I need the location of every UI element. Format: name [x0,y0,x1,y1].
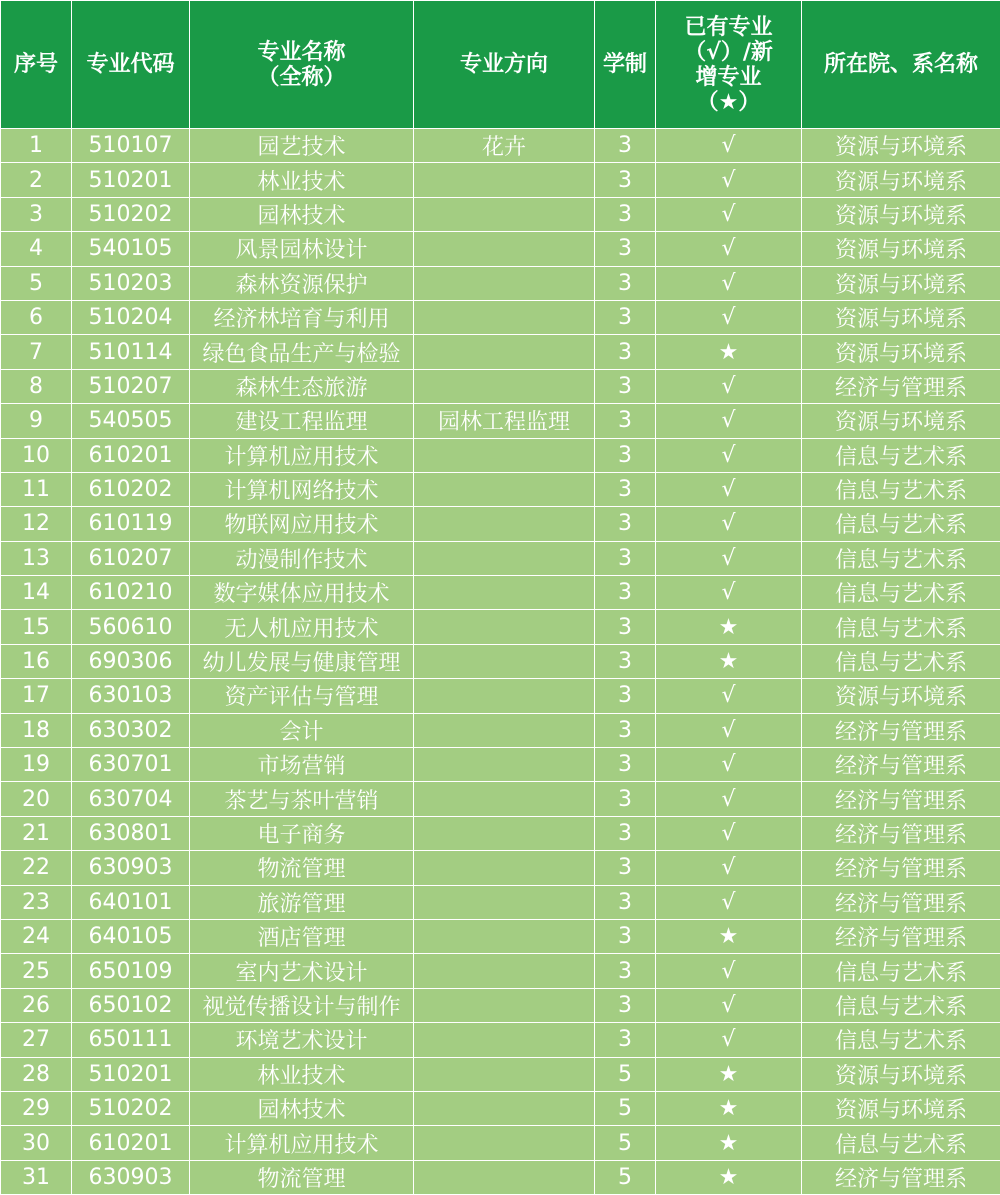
cell-code: 560610 [72,610,190,644]
cell-duration: 3 [595,232,656,266]
cell-code: 610207 [72,541,190,575]
cell-name: 建设工程监理 [190,404,414,438]
cell-code: 510201 [72,163,190,197]
cell-status: √ [656,266,802,300]
cell-department: 资源与环境系 [802,679,1000,713]
header-label: 所在院、系名称 [824,52,978,77]
table-row [1,954,1000,988]
header-label: 专业代码 [86,52,174,77]
table-row [1,782,1000,816]
cell-code: 630801 [72,816,190,850]
cell-code: 630103 [72,679,190,713]
table-row [1,507,1000,541]
cell-index: 8 [1,369,72,403]
cell-status: √ [656,576,802,610]
cell-code: 630704 [72,782,190,816]
cell-duration: 3 [595,369,656,403]
cell-direction [414,919,595,953]
table-row [1,1057,1000,1091]
cell-code: 640105 [72,919,190,953]
cell-direction [414,300,595,334]
cell-status: ★ [656,644,802,678]
table-row [1,369,1000,403]
cell-name: 园艺技术 [190,129,414,163]
header-label: 已有专业 （√）/新 增专业 （★） [684,15,773,115]
cell-duration: 3 [595,541,656,575]
table-row [1,748,1000,782]
table-row [1,1126,1000,1160]
cell-direction [414,713,595,747]
cell-index: 20 [1,782,72,816]
cell-index: 21 [1,816,72,850]
cell-code: 690306 [72,644,190,678]
cell-status: √ [656,679,802,713]
cell-status: √ [656,129,802,163]
cell-department: 资源与环境系 [802,404,1000,438]
cell-name: 物流管理 [190,1160,414,1194]
cell-direction [414,1091,595,1125]
cell-name: 幼儿发展与健康管理 [190,644,414,678]
cell-status: ★ [656,1091,802,1125]
cell-department: 信息与艺术系 [802,438,1000,472]
header-cell-direction [414,1,595,129]
cell-name: 数字媒体应用技术 [190,576,414,610]
cell-status: √ [656,1023,802,1057]
cell-status: √ [656,816,802,850]
cell-code: 610210 [72,576,190,610]
header-cell-duration [595,1,656,129]
cell-department: 资源与环境系 [802,300,1000,334]
table-row [1,713,1000,747]
cell-index: 26 [1,988,72,1022]
table-row [1,1091,1000,1125]
cell-department: 信息与艺术系 [802,988,1000,1022]
cell-duration: 3 [595,438,656,472]
cell-status: ★ [656,1160,802,1194]
cell-code: 510207 [72,369,190,403]
cell-direction [414,541,595,575]
cell-name: 旅游管理 [190,885,414,919]
cell-code: 510204 [72,300,190,334]
cell-code: 630903 [72,851,190,885]
cell-status: √ [656,541,802,575]
header-cell-code [72,1,190,129]
cell-direction [414,1057,595,1091]
table-row [1,129,1000,163]
cell-name: 无人机应用技术 [190,610,414,644]
cell-direction [414,988,595,1022]
cell-duration: 3 [595,129,656,163]
cell-duration: 3 [595,816,656,850]
cell-duration: 3 [595,266,656,300]
cell-duration: 3 [595,610,656,644]
cell-index: 18 [1,713,72,747]
table-row [1,472,1000,506]
cell-name: 市场营销 [190,748,414,782]
cell-duration: 3 [595,748,656,782]
cell-code: 610119 [72,507,190,541]
cell-direction [414,1160,595,1194]
cell-index: 16 [1,644,72,678]
cell-name: 视觉传播设计与制作 [190,988,414,1022]
cell-code: 510203 [72,266,190,300]
cell-department: 信息与艺术系 [802,1126,1000,1160]
cell-duration: 5 [595,1057,656,1091]
cell-duration: 3 [595,954,656,988]
cell-duration: 3 [595,197,656,231]
cell-status: √ [656,851,802,885]
cell-status: √ [656,507,802,541]
cell-direction [414,679,595,713]
cell-index: 5 [1,266,72,300]
cell-name: 林业技术 [190,163,414,197]
cell-direction: 园林工程监理 [414,404,595,438]
cell-status: √ [656,472,802,506]
cell-status: √ [656,438,802,472]
cell-name: 林业技术 [190,1057,414,1091]
cell-index: 14 [1,576,72,610]
cell-index: 28 [1,1057,72,1091]
cell-direction [414,1126,595,1160]
cell-direction [414,644,595,678]
cell-department: 信息与艺术系 [802,644,1000,678]
cell-code: 630701 [72,748,190,782]
cell-index: 13 [1,541,72,575]
table-row [1,335,1000,369]
table-row [1,1023,1000,1057]
cell-index: 19 [1,748,72,782]
cell-status: √ [656,404,802,438]
cell-department: 信息与艺术系 [802,954,1000,988]
cell-name: 园林技术 [190,1091,414,1125]
header-row [1,1,1000,129]
cell-code: 630903 [72,1160,190,1194]
cell-index: 17 [1,679,72,713]
cell-duration: 3 [595,919,656,953]
cell-direction: 花卉 [414,129,595,163]
cell-department: 经济与管理系 [802,782,1000,816]
cell-status: √ [656,163,802,197]
cell-direction [414,885,595,919]
cell-direction [414,1023,595,1057]
cell-code: 610201 [72,1126,190,1160]
cell-name: 酒店管理 [190,919,414,953]
cell-code: 510201 [72,1057,190,1091]
table-row [1,438,1000,472]
table-row [1,576,1000,610]
cell-duration: 3 [595,644,656,678]
cell-name: 物联网应用技术 [190,507,414,541]
table-row [1,266,1000,300]
cell-direction [414,782,595,816]
cell-code: 510202 [72,197,190,231]
table-row [1,541,1000,575]
header-cell-status [656,1,802,129]
cell-index: 7 [1,335,72,369]
table-row [1,988,1000,1022]
cell-department: 经济与管理系 [802,1160,1000,1194]
cell-direction [414,851,595,885]
cell-department: 经济与管理系 [802,885,1000,919]
cell-direction [414,954,595,988]
cell-name: 会计 [190,713,414,747]
cell-name: 室内艺术设计 [190,954,414,988]
cell-duration: 3 [595,782,656,816]
cell-index: 2 [1,163,72,197]
cell-code: 510114 [72,335,190,369]
cell-department: 经济与管理系 [802,816,1000,850]
cell-department: 经济与管理系 [802,713,1000,747]
cell-index: 31 [1,1160,72,1194]
cell-duration: 5 [595,1126,656,1160]
cell-department: 资源与环境系 [802,197,1000,231]
cell-direction [414,369,595,403]
cell-name: 电子商务 [190,816,414,850]
cell-duration: 3 [595,679,656,713]
header-label: 专业方向 [460,52,548,77]
cell-duration: 3 [595,163,656,197]
cell-index: 24 [1,919,72,953]
cell-name: 绿色食品生产与检验 [190,335,414,369]
cell-direction [414,748,595,782]
table-row [1,919,1000,953]
cell-code: 510202 [72,1091,190,1125]
table-row [1,644,1000,678]
cell-direction [414,266,595,300]
header-label: 专业名称 （全称） [257,40,345,90]
table-row [1,610,1000,644]
header-label: 序号 [14,52,58,77]
table-row [1,679,1000,713]
cell-department: 经济与管理系 [802,748,1000,782]
cell-direction [414,816,595,850]
cell-department: 经济与管理系 [802,919,1000,953]
table-row [1,1160,1000,1194]
cell-direction [414,163,595,197]
table-row [1,816,1000,850]
cell-department: 资源与环境系 [802,335,1000,369]
cell-department: 资源与环境系 [802,163,1000,197]
cell-department: 信息与艺术系 [802,1023,1000,1057]
table-row [1,163,1000,197]
cell-department: 资源与环境系 [802,1091,1000,1125]
cell-status: √ [656,197,802,231]
cell-name: 动漫制作技术 [190,541,414,575]
cell-duration: 3 [595,988,656,1022]
cell-name: 计算机网络技术 [190,472,414,506]
cell-duration: 5 [595,1160,656,1194]
cell-status: ★ [656,1057,802,1091]
cell-status: ★ [656,335,802,369]
cell-code: 650109 [72,954,190,988]
cell-duration: 3 [595,507,656,541]
table-row [1,404,1000,438]
cell-duration: 3 [595,404,656,438]
cell-index: 10 [1,438,72,472]
cell-index: 30 [1,1126,72,1160]
cell-status: ★ [656,610,802,644]
cell-status: √ [656,369,802,403]
cell-index: 9 [1,404,72,438]
cell-name: 园林技术 [190,197,414,231]
cell-index: 4 [1,232,72,266]
cell-name: 森林生态旅游 [190,369,414,403]
table-header [1,1,1000,129]
cell-index: 15 [1,610,72,644]
cell-code: 540105 [72,232,190,266]
cell-code: 650102 [72,988,190,1022]
cell-code: 610201 [72,438,190,472]
cell-code: 640101 [72,885,190,919]
cell-index: 12 [1,507,72,541]
table-row [1,232,1000,266]
cell-index: 1 [1,129,72,163]
cell-status: ★ [656,919,802,953]
cell-status: √ [656,988,802,1022]
cell-code: 610202 [72,472,190,506]
cell-duration: 3 [595,851,656,885]
cell-department: 经济与管理系 [802,851,1000,885]
cell-index: 29 [1,1091,72,1125]
cell-index: 23 [1,885,72,919]
cell-index: 3 [1,197,72,231]
cell-name: 计算机应用技术 [190,438,414,472]
cell-name: 计算机应用技术 [190,1126,414,1160]
cell-department: 信息与艺术系 [802,541,1000,575]
cell-code: 540505 [72,404,190,438]
cell-department: 资源与环境系 [802,232,1000,266]
cell-status: √ [656,232,802,266]
cell-name: 经济林培育与利用 [190,300,414,334]
cell-department: 信息与艺术系 [802,576,1000,610]
header-label: 学制 [603,52,647,77]
cell-duration: 3 [595,713,656,747]
cell-index: 27 [1,1023,72,1057]
header-cell-department [802,1,1000,129]
cell-direction [414,232,595,266]
cell-department: 经济与管理系 [802,369,1000,403]
cell-department: 资源与环境系 [802,266,1000,300]
cell-duration: 3 [595,576,656,610]
cell-index: 6 [1,300,72,334]
cell-department: 资源与环境系 [802,129,1000,163]
cell-name: 风景园林设计 [190,232,414,266]
cell-index: 22 [1,851,72,885]
cell-department: 信息与艺术系 [802,472,1000,506]
header-cell-index [1,1,72,129]
cell-status: √ [656,885,802,919]
cell-department: 信息与艺术系 [802,610,1000,644]
cell-status: √ [656,782,802,816]
cell-status: √ [656,713,802,747]
cell-index: 11 [1,472,72,506]
table-body [1,129,1000,1195]
cell-direction [414,472,595,506]
cell-department: 资源与环境系 [802,1057,1000,1091]
cell-name: 资产评估与管理 [190,679,414,713]
cell-duration: 5 [595,1091,656,1125]
cell-duration: 3 [595,885,656,919]
cell-status: √ [656,954,802,988]
header-cell-name [190,1,414,129]
cell-name: 物流管理 [190,851,414,885]
cell-status: √ [656,748,802,782]
cell-code: 630302 [72,713,190,747]
cell-name: 环境艺术设计 [190,1023,414,1057]
cell-status: ★ [656,1126,802,1160]
cell-code: 510107 [72,129,190,163]
cell-duration: 3 [595,1023,656,1057]
cell-duration: 3 [595,472,656,506]
cell-direction [414,335,595,369]
cell-direction [414,576,595,610]
cell-name: 森林资源保护 [190,266,414,300]
cell-direction [414,197,595,231]
cell-duration: 3 [595,300,656,334]
cell-duration: 3 [595,335,656,369]
table-row [1,300,1000,334]
cell-direction [414,438,595,472]
table-row [1,851,1000,885]
cell-name: 茶艺与茶叶营销 [190,782,414,816]
cell-code: 650111 [72,1023,190,1057]
table-row [1,197,1000,231]
cell-status: √ [656,300,802,334]
cell-direction [414,507,595,541]
cell-index: 25 [1,954,72,988]
cell-direction [414,610,595,644]
table-row [1,885,1000,919]
cell-department: 信息与艺术系 [802,507,1000,541]
